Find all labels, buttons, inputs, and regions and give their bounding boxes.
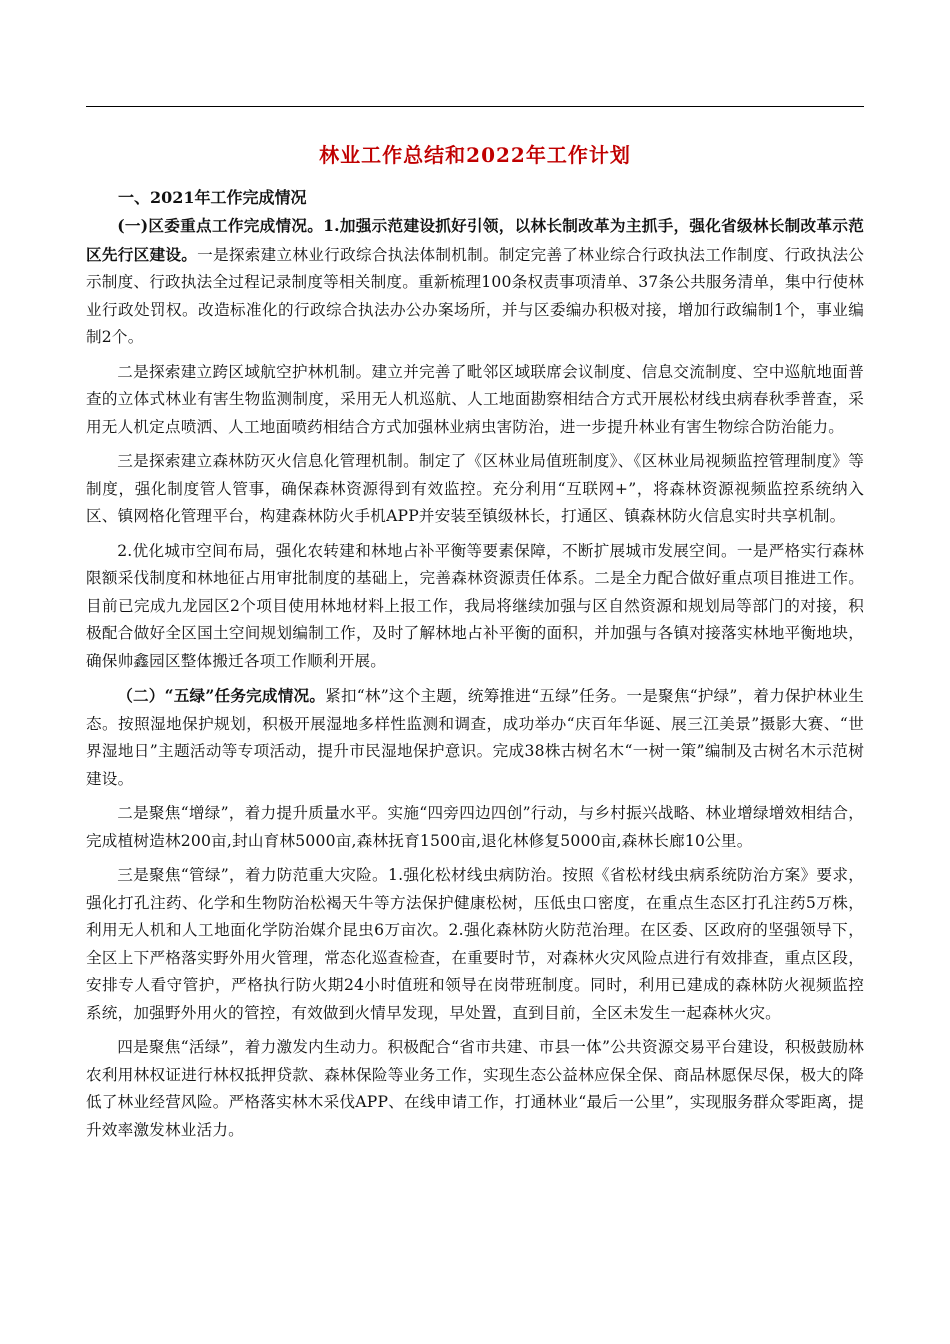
paragraph-text: 2.优化城市空间布局，强化农转建和林地占补平衡等要素保障，不断扩展城市发展空间。一是严格实行森林限额采伐制度和林地征占用审批制度的基础上，完善森林资源责任体系。二是全力配合做好重点项目推进工作。目前已完成九龙园区2个项目使用林地材料上报工作，我局将继续加强与区自然资源和规划局等部门的对接，积极配合做好全区国土空间规划编制工作，及时了解林地占补平衡的面积，并加强与各镇对接落实林地平衡地块，确保帅鑫园区整体搬迁各项工作顺利开展。 bbox=[86, 541, 864, 670]
paragraph-text: 一是探索建立林业行政综合执法体制机制。制定完善了林业综合行政执法工作制度、行政执法公示制度、行政执法全过程记录制度等相关制度。重新梳理100条权责事项清单、37条公共服务清单，集中行使林业行政处罚权。改造标准化的行政综合执法办公办案场所，并与区委编办积极对接，增加行政编制1个，事业编制2个。 bbox=[86, 245, 864, 346]
paragraph-text: 紧扣“林”这个主题，统筹推进“五绿”任务。一是聚焦“护绿”，着力保护林业生态。按照湿地保护规划，积极开展湿地多样性监测和调查，成功举办“庆百年华诞、展三江美景”摄影大赛、“世界湿地日”主题活动等专项活动，提升市民湿地保护意识。完成38株古树名木“一树一策”编制及古树名木示范树建设。 bbox=[86, 687, 864, 788]
paragraph-7 bbox=[86, 862, 864, 1027]
paragraph-text: 三是聚焦“管绿”，着力防范重大灾险。1.强化松材线虫病防治。按照《省松材线虫病系统防治方案》要求，强化打孔注药、化学和生物防治松褐天牛等方法保护健康松树，压低虫口密度，在重点生态区打孔注药5万株，利用无人机和人工地面化学防治媒介昆虫6万亩次。2.强化森林防火防范治理。在区委、区政府的坚强领导下，全区上下严格落实野外用火管理，常态化巡查检查，在重要时节，对森林火灾风险点进行有效排查，重点区段，安排专人看守管护，严格执行防火期24小时值班和领导在岗带班制度。同时，利用已建成的森林防火视频监控系统，加强野外用火的管控，有效做到火情早发现，早处置，直到目前，全区未发生一起森林火灾。 bbox=[86, 866, 864, 1022]
paragraph-8 bbox=[86, 1034, 864, 1144]
paragraph-6 bbox=[86, 800, 864, 855]
paragraph-5 bbox=[86, 682, 864, 793]
header-rule bbox=[86, 106, 864, 107]
paragraph-text: 二是聚焦“增绿”，着力提升质量水平。实施“四旁四边四创”行动，与乡村振兴战略、林业增绿增效相结合，完成植树造林200亩,封山育林5000亩,森林抚育1500亩,退化林修复5000亩,森林长廊10公里。 bbox=[86, 804, 864, 850]
document-title: 林业工作总结和2022年工作计划 bbox=[319, 143, 631, 167]
paragraph-3 bbox=[86, 448, 864, 531]
paragraph-lead: （二）“五绿”任务完成情况。 bbox=[117, 686, 326, 705]
paragraph-1 bbox=[86, 212, 864, 352]
paragraph-text: 二是探索建立跨区域航空护林机制。建立并完善了毗邻区域联席会议制度、信息交流制度、空中巡航地面普查的立体式林业有害生物监测制度，采用无人机巡航、人工地面勘察相结合方式开展松材线虫病春秋季普查，采用无人机定点喷洒、人工地面喷药相结合方式加强林业病虫害防治，进一步提升林业有害生物综合防治能力。 bbox=[86, 362, 864, 436]
paragraph-text: 三是探索建立森林防灭火信息化管理机制。制定了《区林业局值班制度》、《区林业局视频监控管理制度》等制度，强化制度管人管事，确保森林资源得到有效监控。充分利用“互联网+”，将森林资源视频监控系统纳入区、镇网格化管理平台，构建森林防火手机APP并安装至镇级林长，打通区、镇森林防火信息实时共享机制。 bbox=[86, 452, 864, 525]
paragraph-lead: (一)区委重点工作完成情况。1.加强示范建设抓好引领，以林长制改革为主抓手，强化省级林长制改革示范区先行区建设。 bbox=[86, 216, 864, 264]
paragraph-4 bbox=[86, 538, 864, 676]
document-body bbox=[86, 140, 864, 1151]
paragraph-2 bbox=[86, 359, 864, 442]
section-heading: 一、2021年工作完成情况 bbox=[118, 188, 307, 207]
paragraph-text: 四是聚焦“活绿”，着力激发内生动力。积极配合“省市共建、市县一体”公共资源交易平台建设，积极鼓励林农利用林权证进行林权抵押贷款、森林保险等业务工作，实现生态公益林应保全保、商品林愿保尽保，极大的降低了林业经营风险。严格落实林木采伐APP、在线申请工作，打通林业“最后一公里”，实现服务群众零距离，提升效率激发林业活力。 bbox=[86, 1038, 864, 1139]
